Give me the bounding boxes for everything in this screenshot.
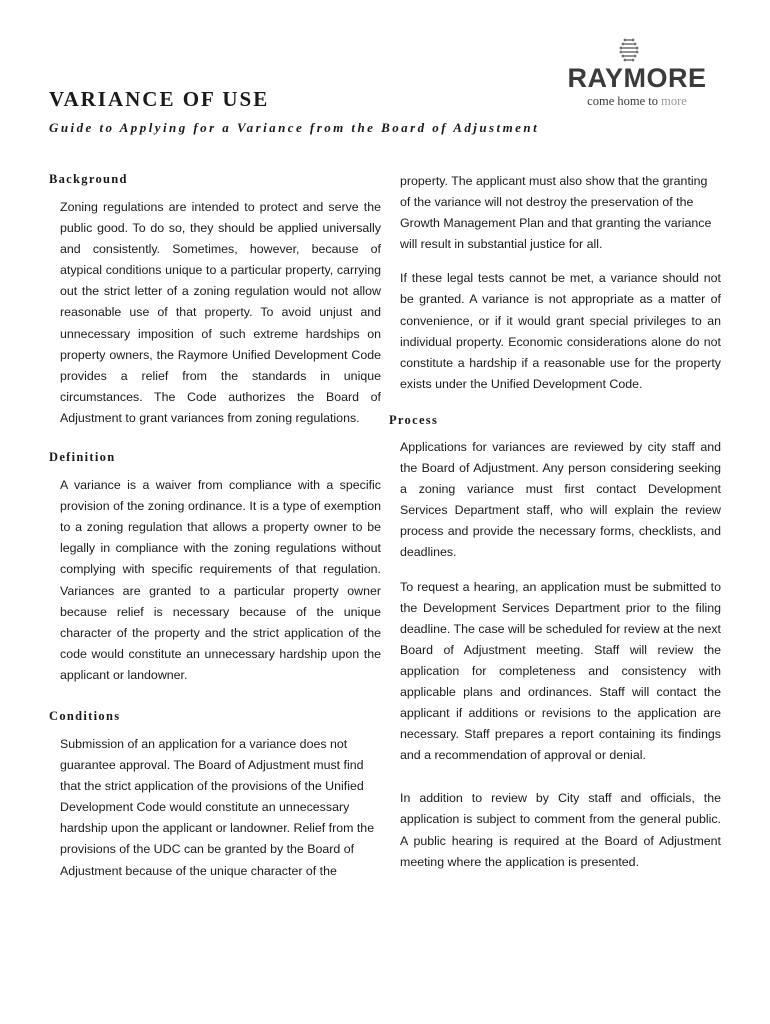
left-column	[49, 171, 381, 882]
raymore-logo	[563, 38, 711, 108]
background-heading: Background	[49, 172, 128, 186]
background-text: Zoning regulations are intended to protect and serve the public good. To do so, they should be applied universally and consistently. Sometimes, however, because of atypical conditions unique to a particular property, carrying out the strict letter of a zoning regulation would not allow reasonable use of that property. To avoid unjust and unnecessary imposition of such extreme hardships on property owners, the Raymore Unified Development Code provides a relief from the standards in unique circumstances. The Code authorizes the Board of Adjustment to grant variances from zoning regulations.	[60, 200, 381, 425]
legal-tests-text: If these legal tests cannot be met, a variance should not be granted. A variance is not appropriate as a matter of convenience, or if it would grant special privileges to an individual property. Economic considerations alone do not constitute a hardship if a reasonable use for the property exists under the Unified Development Code.	[400, 271, 721, 391]
conditions-continuation-text: property. The applicant must also show that the granting of the variance will not destroy the preservation of the Growth Management Plan and that granting the variance will result in substantial justice for all.	[400, 174, 712, 252]
process-paragraph-3: In addition to review by City staff and officials, the application is subject to comment from the general public. A public hearing is required at the Board of Adjustment meeting where the application is presented.	[400, 791, 721, 869]
document-title: VARIANCE OF USE	[49, 87, 270, 111]
right-column	[389, 171, 721, 873]
document-subtitle: Guide to Applying for a Variance from the Board of Adjustment	[49, 120, 540, 135]
raymore-dna-mark-icon	[615, 38, 643, 62]
process-paragraph-2: To request a hearing, an application must be submitted to the Development Services Department prior to the filing deadline. The case will be scheduled for review at the next Board of Adjustment meeting. Staff will review the application for completeness and consistency with applicable plans and ordinances. Staff will contact the applicant if additions or revisions to the application are necessary. Staff prepares a report containing its findings and a recommendation of approval or denial.	[400, 579, 721, 763]
conditions-heading: Conditions	[49, 708, 121, 723]
conditions-text: Submission of an application for a variance does not guarantee approval. The Board of Adjustment must find that the strict application of the provisions of the Unified Development Code would constitute an unnecessary hardship upon the applicant or landowner. Relief from the provisions of the UDC can be granted by the Board of Adjustment because of the unique character of the	[60, 736, 375, 878]
process-heading: Process	[389, 412, 439, 427]
logo-tagline-prefix: come home to	[587, 94, 662, 108]
logo-wordmark: RAYMORE	[567, 63, 707, 93]
process-paragraph-1: Applications for variances are reviewed by city staff and the Board of Adjustment. Any person considering seeking a zoning variance must first contact Development Services Department staff, who will explain the review process and provide the necessary forms, checklists, and deadlines.	[400, 439, 721, 560]
definition-text: A variance is a waiver from compliance with a specific provision of the zoning ordinance. It is a type of exemption to a zoning regulation that allows a property owner to be legally in compliance with the zoning regulations without complying with specific requirements of that regulation. Variances are granted to a particular property owner because relief is necessary because of the unique character of the property and the strict application of the code would constitute an unnecessary hardship upon the applicant or landowner.	[60, 478, 381, 682]
logo-tagline	[563, 94, 711, 108]
logo-tagline-more: more	[661, 94, 687, 108]
definition-heading: Definition	[49, 450, 116, 465]
